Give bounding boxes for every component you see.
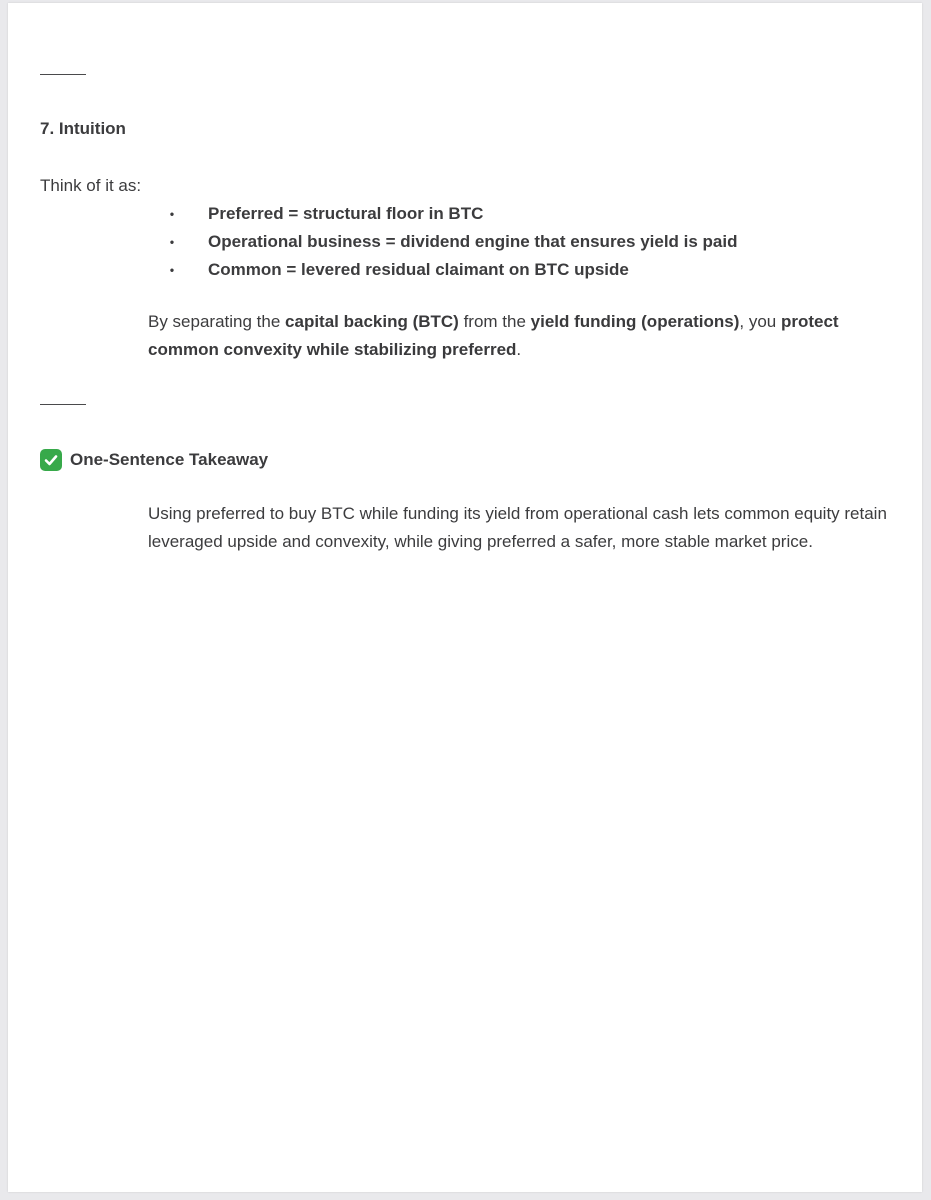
paragraph-text: from the: [458, 312, 531, 331]
intuition-paragraph: [148, 308, 888, 364]
takeaway-paragraph: Using preferred to buy BTC while funding its yield from operational cash lets common equity retain leveraged upside and convexity, while giving preferred a safer, more stable market price.: [148, 504, 887, 551]
bullet-text: Preferred = structural floor in BTC: [208, 204, 484, 223]
paragraph-text: , you: [739, 312, 781, 331]
emphasis-protect-convexity: protect common convexity while stabilizing preferred: [148, 312, 839, 359]
document-page: [8, 3, 922, 1192]
emphasis-yield-funding: yield funding (operations): [530, 312, 740, 331]
section-heading-intuition: 7. Intuition: [40, 119, 126, 138]
bullet-text: Common = levered residual claimant on BTC upside: [208, 260, 629, 279]
paragraph-text: By separating the: [148, 312, 286, 331]
bullet-dot-icon: •: [169, 235, 175, 249]
section-divider: [40, 404, 86, 405]
check-mark-button-icon: [40, 449, 62, 471]
bullet-dot-icon: •: [169, 263, 175, 277]
takeaway-heading-label: One-Sentence Takeaway: [70, 450, 269, 469]
emphasis-capital-backing: capital backing (BTC): [285, 312, 459, 331]
bullet-dot-icon: •: [169, 207, 175, 221]
bullet-text: Operational business = dividend engine that ensures yield is paid: [208, 232, 738, 251]
section-divider: [40, 74, 86, 75]
takeaway-heading: [40, 449, 268, 471]
paragraph-text: .: [516, 340, 522, 359]
intro-text: Think of it as:: [40, 176, 142, 195]
